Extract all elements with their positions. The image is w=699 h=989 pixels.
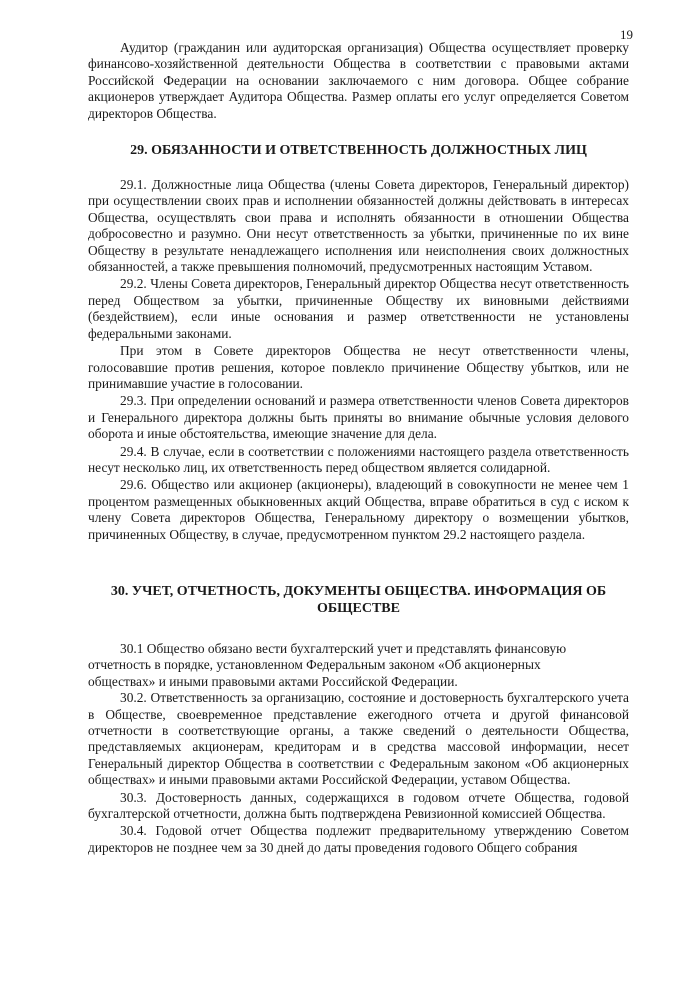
paragraph-30-1-line3: обществах» и иными правовыми актами Российской Федерации.	[88, 673, 458, 689]
paragraph-29-2-continued: При этом в Совете директоров Общества не несут ответственности члены, голосовавшие против решения, которое повлекло причинение Обществу убытков, или не принимавшие участие в голосовании.	[88, 343, 629, 391]
paragraph-29-2: 29.2. Члены Совета директоров, Генеральный директор Общества несут ответственность перед Обществом за убытки, причиненные Обществу их виновными действиями (бездействием), если иные основания и размер ответственности не установлены федеральными законами.	[88, 276, 629, 341]
paragraph-29-3: 29.3. При определении оснований и размера ответственности членов Совета директоров и Генерального директора должны быть приняты во внимание обычные условия делового оборота и иные обстоятельства, имеющие значение для дела.	[88, 393, 629, 442]
paragraph-30-1-line2: отчетность в порядке, установленном Федеральным законом «Об акционерных	[88, 657, 541, 673]
paragraph-30-4: 30.4. Годовой отчет Общества подлежит предварительному утверждению Советом директоров не позднее чем за 30 дней до даты проведения годового Общего собрания	[88, 823, 629, 855]
paragraph-30-1	[88, 641, 629, 690]
section-30-heading-line2: ОБЩЕСТВЕ	[317, 600, 400, 616]
paragraph-30-1-line1: 30.1 Общество обязано вести бухгалтерский учет и представлять финансовую	[120, 640, 567, 656]
paragraph-29-6: 29.6. Общество или акционер (акционеры), владеющий в совокупности не менее чем 1 процентом размещенных обыкновенных акций Общества, вправе обратиться в суд с иском к члену Совета директоров Общества, Генеральному директору о возмещении убытков, причиненных Обществу, в случае, предусмотренном пунктом 29.2 настоящего раздела.	[88, 477, 629, 542]
section-29-heading: 29. ОБЯЗАННОСТИ И ОТВЕТСТВЕННОСТЬ ДОЛЖНОСТНЫХ ЛИЦ	[130, 143, 587, 159]
paragraph-30-3: 30.3. Достоверность данных, содержащихся в годовом отчете Общества, годовой бухгалтерской отчетности, должна быть подтверждена Ревизионной комиссией Общества.	[88, 789, 629, 822]
page-number: 19	[620, 27, 633, 42]
paragraph-30-2: 30.2. Ответственность за организацию, состояние и достоверность бухгалтерского учета в Обществе, своевременное представление ежегодного отчета и другой финансовой отчетности в соответствующие органы, а также сведений о деятельности Общества, представляемых акционерам, кредиторам и в средства массовой информации, несет Генеральный директор Общества в соответствии с Федеральным законом «Об акционерных обществах» и иными правовыми актами Российской Федерации, уставом Общества.	[88, 690, 629, 788]
section-30-heading-line1: 30. УЧЕТ, ОТЧЕТНОСТЬ, ДОКУМЕНТЫ ОБЩЕСТВА. ИНФОРМАЦИЯ ОБ	[110, 583, 607, 599]
document-body	[88, 40, 629, 857]
paragraph-29-1: 29.1. Должностные лица Общества (члены Совета директоров, Генеральный директор) при осуществлении своих прав и исполнении обязанностей должны действовать в интересах Общества, осуществлять свои права и исполнять обязанности в отношении Общества добросовестно и разумно. Они несут ответственность за убытки, причиненные по их вине Обществу в результате ненадлежащего исполнения или неисполнения своих должностных обязанностей, а также превышения полномочий, предусмотренных настоящим Уставом.	[88, 177, 629, 275]
section-30-heading	[88, 583, 629, 617]
intro-paragraph: Аудитор (гражданин или аудиторская организация) Общества осуществляет проверку финансово-хозяйственной деятельности Общества в соответствии с правовыми актами Российской Федерации на основании заключаемого с ним договора. Общее собрание акционеров утверждает Аудитора Общества. Размер оплаты его услуг определяется Советом директоров Общества.	[88, 40, 629, 121]
paragraph-29-4: 29.4. В случае, если в соответствии с положениями настоящего раздела ответственность несут несколько лиц, их ответственность перед обществом является солидарной.	[88, 443, 629, 475]
